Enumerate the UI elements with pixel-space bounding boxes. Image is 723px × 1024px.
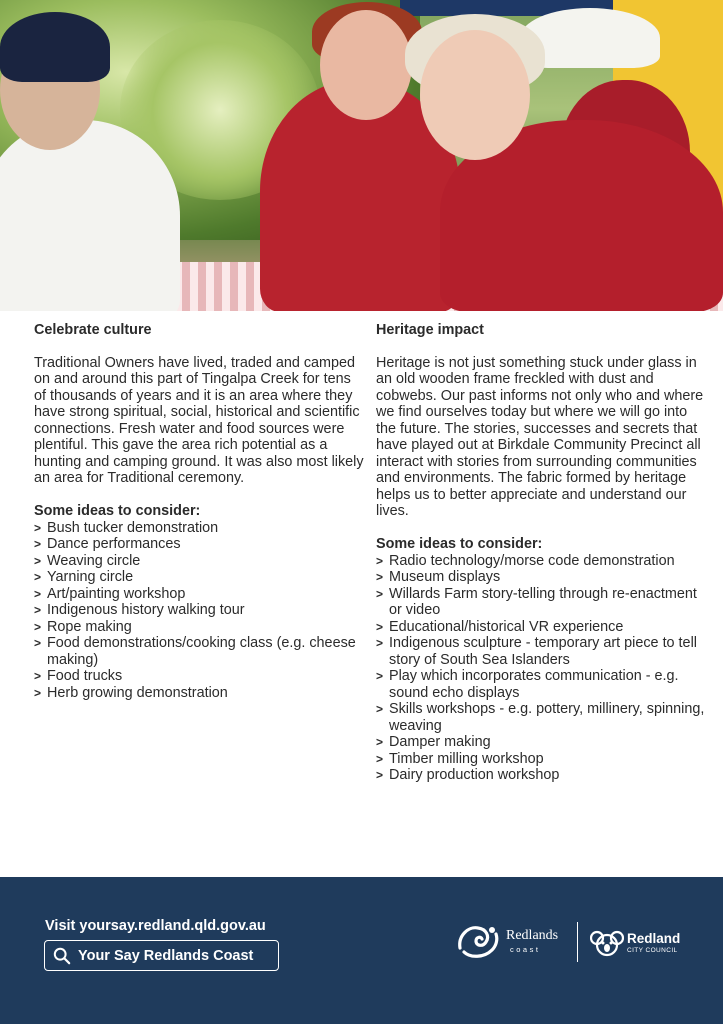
section-paragraph: Traditional Owners have lived, traded and camped on and around this part of Tingalpa Creek for tens of thousands of years and it is an area where they have strong spiritual, social, historical and scientific connections. Fresh water and food sources were plentiful. This gave the area rich potential as a hunting and camping ground. It was also most likely an area for Traditional ceremony. xyxy=(34,354,364,486)
list-item: > Timber milling workshop xyxy=(376,751,706,768)
logo-subtitle: CITY COUNCIL xyxy=(627,946,678,954)
list-item: > Museum displays xyxy=(376,569,706,586)
logo-subtitle: coast xyxy=(510,944,541,954)
search-label: Your Say Redlands Coast xyxy=(78,947,254,964)
heritage-impact-section xyxy=(376,322,706,784)
list-item: > Weaving circle xyxy=(34,553,364,570)
list-item: > Indigenous history walking tour xyxy=(34,602,364,619)
logo-title: Redland xyxy=(627,931,681,946)
list-item: > Rope making xyxy=(34,619,364,636)
celebrate-culture-section xyxy=(34,322,364,701)
list-item: > Dairy production workshop xyxy=(376,767,706,784)
list-item: > Indigenous sculpture - temporary art piece to tell story of South Sea Islanders xyxy=(376,635,706,668)
ideas-list xyxy=(34,520,364,702)
footer-banner xyxy=(0,877,723,1024)
your-say-search-button[interactable] xyxy=(44,940,279,971)
logo-title: Redlands xyxy=(506,927,559,943)
section-heading: Celebrate culture xyxy=(34,322,152,338)
visit-url-text[interactable]: Visit yoursay.redland.qld.gov.au xyxy=(45,918,266,934)
section-heading: Heritage impact xyxy=(376,322,484,338)
list-item: > Damper making xyxy=(376,734,706,751)
list-item: > Willards Farm story-telling through re-enactment or video xyxy=(376,586,706,619)
list-item: > Dance performances xyxy=(34,536,364,553)
ideas-heading: Some ideas to consider: xyxy=(34,503,201,519)
section-paragraph: Heritage is not just something stuck under glass in an old wooden frame freckled with dust and cobwebs. Our past informs not only who and where we find ourselves today but where we will go into the future. The stories, successes and secrets that have played out at Birkdale Community Precinct all interact with stories from surrounding communities and environments. The fabric formed by heritage helps us to better appreciate and understand our lives. xyxy=(376,354,704,519)
list-item: > Bush tucker demonstration xyxy=(34,520,364,537)
search-icon xyxy=(53,947,71,965)
redlands-coast-logo xyxy=(456,922,558,960)
ideas-heading: Some ideas to consider: xyxy=(376,536,543,552)
list-item: > Play which incorporates communication - e.g. sound echo displays xyxy=(376,668,706,701)
list-item: > Food trucks xyxy=(34,668,364,685)
redland-city-council-logo xyxy=(590,929,680,957)
list-item: > Herb growing demonstration xyxy=(34,685,364,702)
list-item: > Yarning circle xyxy=(34,569,364,586)
logo-divider xyxy=(577,922,578,962)
koala-icon xyxy=(590,929,624,957)
list-item: > Skills workshops - e.g. pottery, millinery, spinning, weaving xyxy=(376,701,706,734)
list-item: > Art/painting workshop xyxy=(34,586,364,603)
hero-photo xyxy=(0,0,723,311)
list-item: > Food demonstrations/cooking class (e.g. cheese making) xyxy=(34,635,364,668)
redlands-coast-mark-icon xyxy=(456,922,500,960)
ideas-list xyxy=(376,553,706,784)
list-item: > Radio technology/morse code demonstration xyxy=(376,553,706,570)
list-item: > Educational/historical VR experience xyxy=(376,619,706,636)
